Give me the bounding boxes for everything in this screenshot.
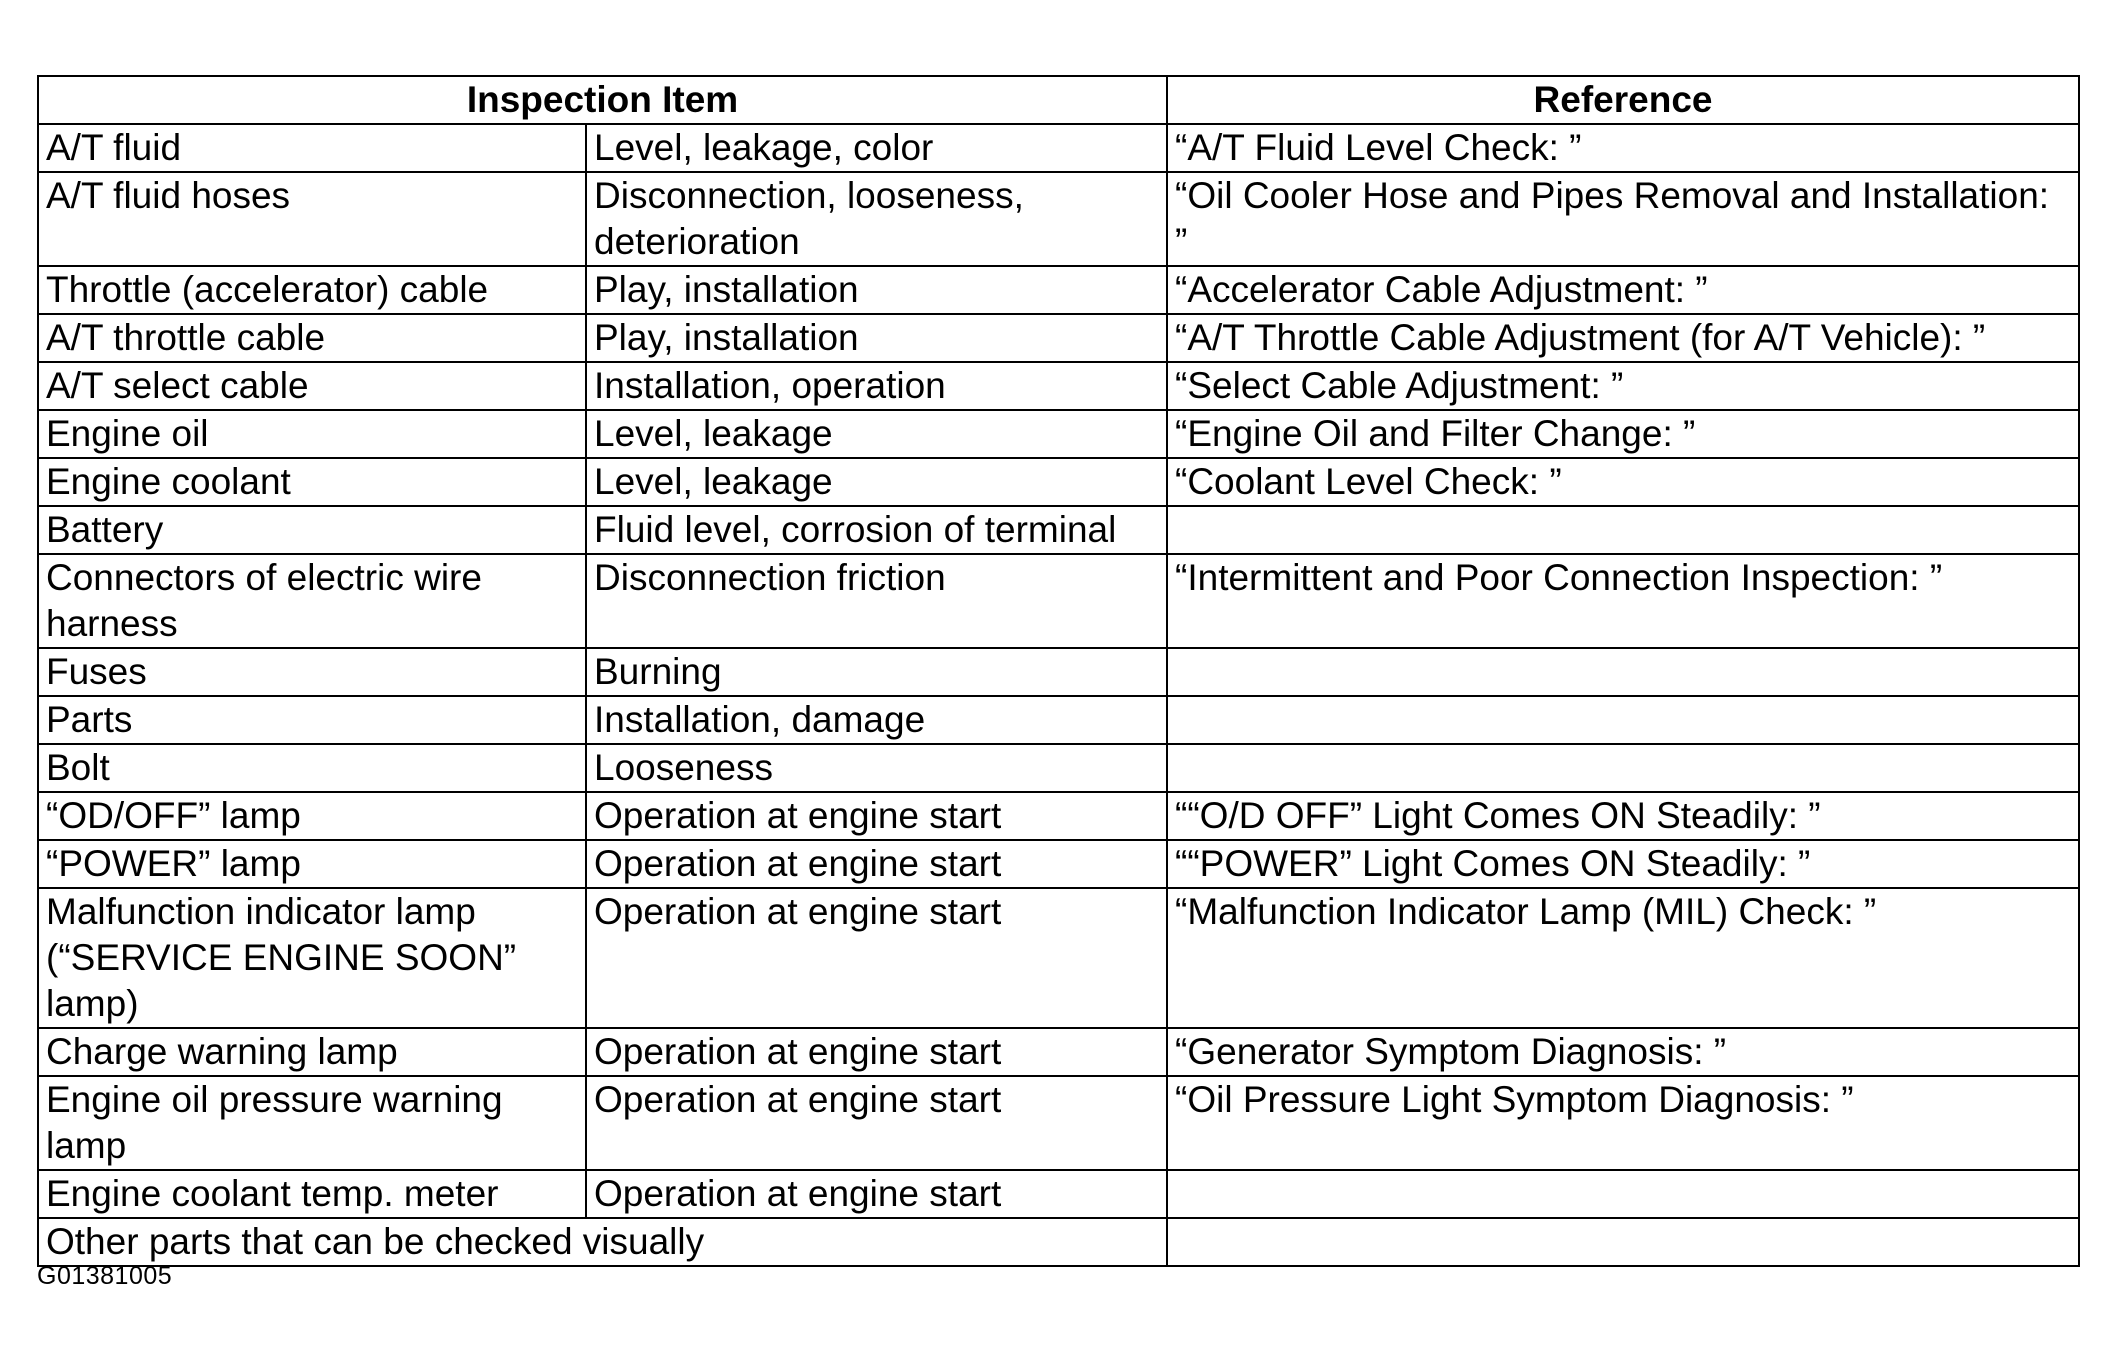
reference-header: Reference [1167,76,2079,124]
item-cell: Engine oil pressure warning lamp [38,1076,586,1170]
table-row [38,888,2079,1028]
item-cell: A/T select cable [38,362,586,410]
item-cell: Throttle (accelerator) cable [38,266,586,314]
check-cell: Operation at engine start [586,888,1167,1028]
item-cell: A/T fluid hoses [38,172,586,266]
check-cell: Level, leakage [586,458,1167,506]
reference-cell: ““POWER” Light Comes ON Steadily: ” [1167,840,2079,888]
table-header-row [38,76,2079,124]
item-cell: Connectors of electric wire harness [38,554,586,648]
table-row [38,506,2079,554]
reference-cell: “A/T Fluid Level Check: ” [1167,124,2079,172]
reference-cell [1167,1218,2079,1266]
item-cell: “OD/OFF” lamp [38,792,586,840]
reference-cell [1167,696,2079,744]
check-cell: Installation, damage [586,696,1167,744]
table-row [38,1076,2079,1170]
check-cell: Burning [586,648,1167,696]
check-cell: Disconnection, looseness, deterioration [586,172,1167,266]
reference-cell [1167,744,2079,792]
check-cell: Play, installation [586,266,1167,314]
item-cell: A/T throttle cable [38,314,586,362]
table-row [38,648,2079,696]
table-row [38,410,2079,458]
reference-cell: “Engine Oil and Filter Change: ” [1167,410,2079,458]
item-cell: Engine oil [38,410,586,458]
table-row [38,744,2079,792]
check-cell: Play, installation [586,314,1167,362]
check-cell: Operation at engine start [586,840,1167,888]
item-cell: Engine coolant [38,458,586,506]
check-cell: Disconnection friction [586,554,1167,648]
check-cell: Fluid level, corrosion of terminal [586,506,1167,554]
reference-cell [1167,648,2079,696]
reference-cell: ““O/D OFF” Light Comes ON Steadily: ” [1167,792,2079,840]
inspection-table [37,75,2080,1267]
check-cell: Installation, operation [586,362,1167,410]
table-row [38,266,2079,314]
table-row [38,696,2079,744]
table-row [38,362,2079,410]
item-cell: Malfunction indicator lamp (“SERVICE ENGINE SOON” lamp) [38,888,586,1028]
table-row [38,792,2079,840]
inspection-sheet [37,75,2078,1267]
item-cell: Fuses [38,648,586,696]
table-row [38,458,2079,506]
reference-cell: “Select Cable Adjustment: ” [1167,362,2079,410]
table-row [38,554,2079,648]
item-cell: Bolt [38,744,586,792]
item-cell: Battery [38,506,586,554]
item-cell: Parts [38,696,586,744]
check-cell: Operation at engine start [586,792,1167,840]
reference-cell [1167,506,2079,554]
item-cell: A/T fluid [38,124,586,172]
item-cell: Engine coolant temp. meter [38,1170,586,1218]
reference-cell: “Coolant Level Check: ” [1167,458,2079,506]
check-cell: Operation at engine start [586,1076,1167,1170]
reference-cell: “Oil Cooler Hose and Pipes Removal and Installation: ” [1167,172,2079,266]
item-cell: “POWER” lamp [38,840,586,888]
table-row [38,1028,2079,1076]
figure-id: G01381005 [37,1262,173,1290]
table-footer-row [38,1218,2079,1266]
reference-cell [1167,1170,2079,1218]
check-cell: Level, leakage [586,410,1167,458]
reference-cell: “Accelerator Cable Adjustment: ” [1167,266,2079,314]
check-cell: Looseness [586,744,1167,792]
reference-cell: “Intermittent and Poor Connection Inspection: ” [1167,554,2079,648]
reference-cell: “Generator Symptom Diagnosis: ” [1167,1028,2079,1076]
reference-cell: “Oil Pressure Light Symptom Diagnosis: ” [1167,1076,2079,1170]
table-row [38,840,2079,888]
reference-cell: “A/T Throttle Cable Adjustment (for A/T Vehicle): ” [1167,314,2079,362]
inspection-item-header: Inspection Item [38,76,1167,124]
check-cell: Operation at engine start [586,1170,1167,1218]
table-row [38,1170,2079,1218]
item-cell: Charge warning lamp [38,1028,586,1076]
table-row [38,314,2079,362]
check-cell: Level, leakage, color [586,124,1167,172]
table-row [38,172,2079,266]
reference-cell: “Malfunction Indicator Lamp (MIL) Check: ” [1167,888,2079,1028]
table-row [38,124,2079,172]
other-parts-cell: Other parts that can be checked visually [38,1218,1167,1266]
check-cell: Operation at engine start [586,1028,1167,1076]
